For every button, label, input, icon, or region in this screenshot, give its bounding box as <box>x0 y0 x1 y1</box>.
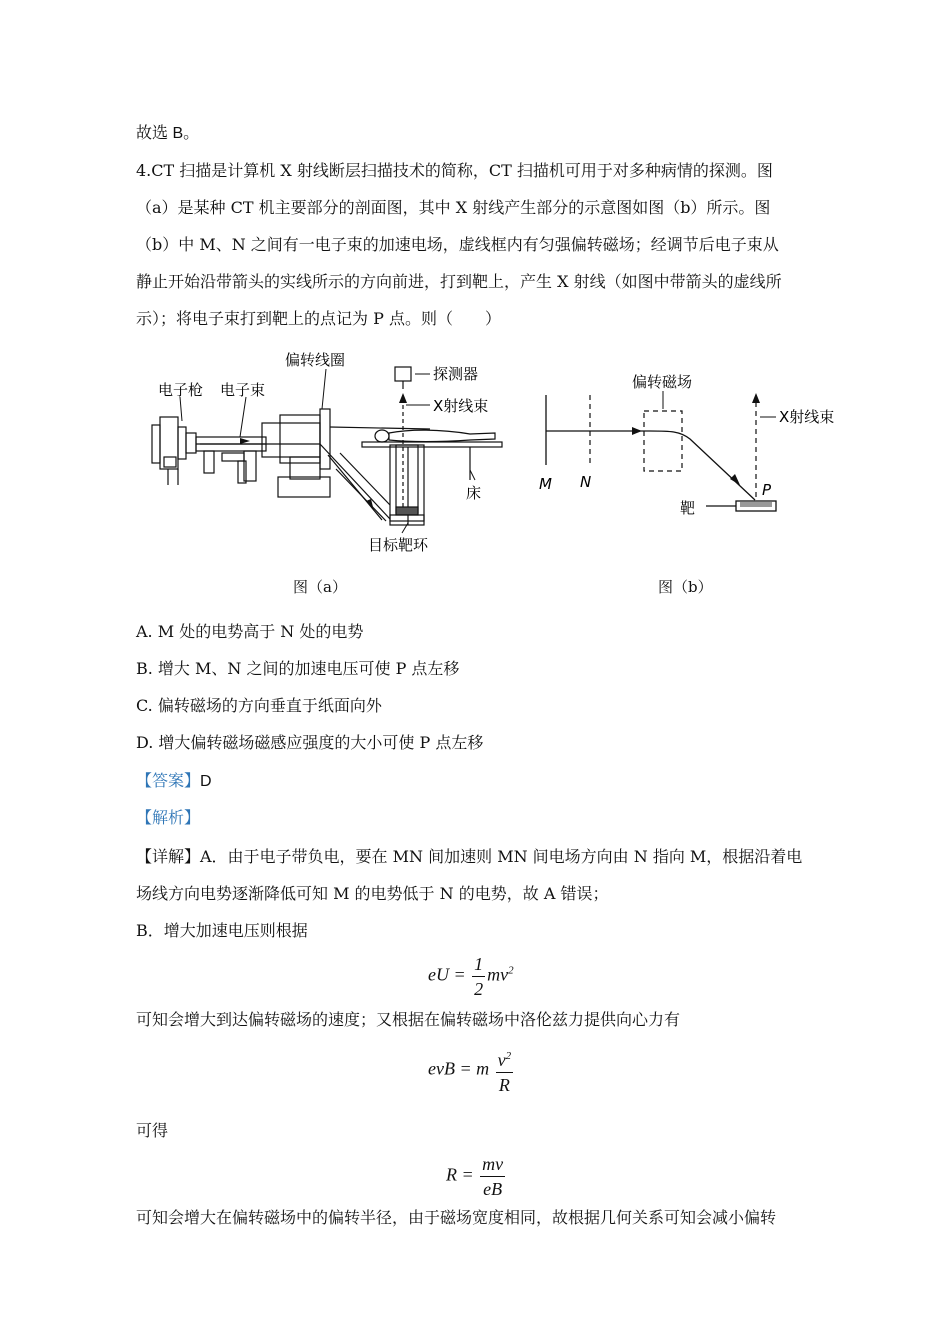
eq3-lhs: R = <box>446 1164 474 1185</box>
answer-tag: 【答案】 <box>136 771 201 790</box>
label-coil: 偏转线圈 <box>285 351 346 369</box>
eq3-num: mv <box>480 1152 505 1177</box>
label-detector: 探测器 <box>433 365 479 383</box>
eq2-lhs: evB = m <box>428 1058 490 1079</box>
detail-line: 可得 <box>136 1121 169 1140</box>
figure-b-xray-generation <box>530 365 860 535</box>
answer-value: D <box>200 773 212 790</box>
figure-b-caption: 图（b） <box>658 578 713 596</box>
label-target-ring: 目标靶环 <box>368 536 429 554</box>
eq1-num: 1 <box>472 952 485 977</box>
eq2-den: R <box>498 1075 510 1095</box>
eq2-num: v <box>497 1050 506 1070</box>
eq1-sup: 2 <box>508 964 514 977</box>
equation-radius <box>446 1152 507 1201</box>
label-gun: 电子枪 <box>158 381 204 399</box>
detail-line: 可知会增大在偏转磁场中的偏转半径，由于磁场宽度相同，故根据几何关系可知会减小偏转 <box>136 1208 777 1227</box>
label-xray-b: X射线束 <box>779 408 835 426</box>
detail-line: 可知会增大到达偏转磁场的速度；又根据在偏转磁场中洛伦兹力提供向心力有 <box>136 1010 681 1029</box>
equation-lorentz <box>428 1044 515 1097</box>
label-field: 偏转磁场 <box>632 373 693 391</box>
label-N: N <box>580 473 592 491</box>
question-line: 4.CT 扫描是计算机 X 射线断层扫描技术的简称，CT 扫描机可用于对多种病情的探测。图 <box>136 161 773 180</box>
question-line: （b）中 M、N 之间有一电子束的加速电场，虚线框内有匀强偏转磁场；经调节后电子束从 <box>136 235 779 254</box>
detail-line: 【详解】A．由于电子带负电，要在 MN 间加速则 MN 间电场方向由 N 指向 M，根据沿着电 <box>136 847 803 866</box>
label-xray: X射线束 <box>433 397 489 415</box>
previous-conclusion: 故选 B。 <box>136 125 200 142</box>
eq1-den: 2 <box>474 979 484 999</box>
question-line: （a）是某种 CT 机主要部分的剖面图，其中 X 射线产生部分的示意图如图（b）所示。图 <box>136 198 771 217</box>
eq1-lhs: eU = <box>428 964 466 985</box>
question-line: 静止开始沿带箭头的实线所示的方向前进，打到靶上，产生 X 射线（如图中带箭头的虚线所 <box>136 272 782 291</box>
option-b: B. 增大 M、N 之间的加速电压可使 P 点左移 <box>136 659 460 678</box>
eq2-sup: 2 <box>505 1050 512 1062</box>
option-c: C. 偏转磁场的方向垂直于纸面向外 <box>136 696 382 715</box>
option-a: A. M 处的电势高于 N 处的电势 <box>136 622 364 641</box>
detail-line: B．增大加速电压则根据 <box>136 921 308 940</box>
label-P: P <box>762 481 772 499</box>
analysis-tag: 【解析】 <box>136 808 201 827</box>
figure-a-caption: 图（a） <box>293 578 347 596</box>
answer-row <box>136 770 212 793</box>
eq1-rhs: mv <box>487 964 509 985</box>
eq3-den: eB <box>483 1179 503 1199</box>
question-line: 示）；将电子束打到靶上的点记为 P 点。则（ ） <box>136 309 501 328</box>
equation-energy <box>428 952 514 1001</box>
option-d: D. 增大偏转磁场磁感应强度的大小可使 P 点左移 <box>136 733 484 752</box>
figure-a-ct-machine <box>140 345 520 560</box>
label-beam: 电子束 <box>220 381 266 399</box>
label-bed: 床 <box>466 484 482 502</box>
label-target: 靶 <box>680 499 696 517</box>
label-M: M <box>539 475 552 493</box>
detail-line: 场线方向电势逐渐降低可知 M 的电势低于 N 的电势，故 A 错误； <box>136 884 609 903</box>
